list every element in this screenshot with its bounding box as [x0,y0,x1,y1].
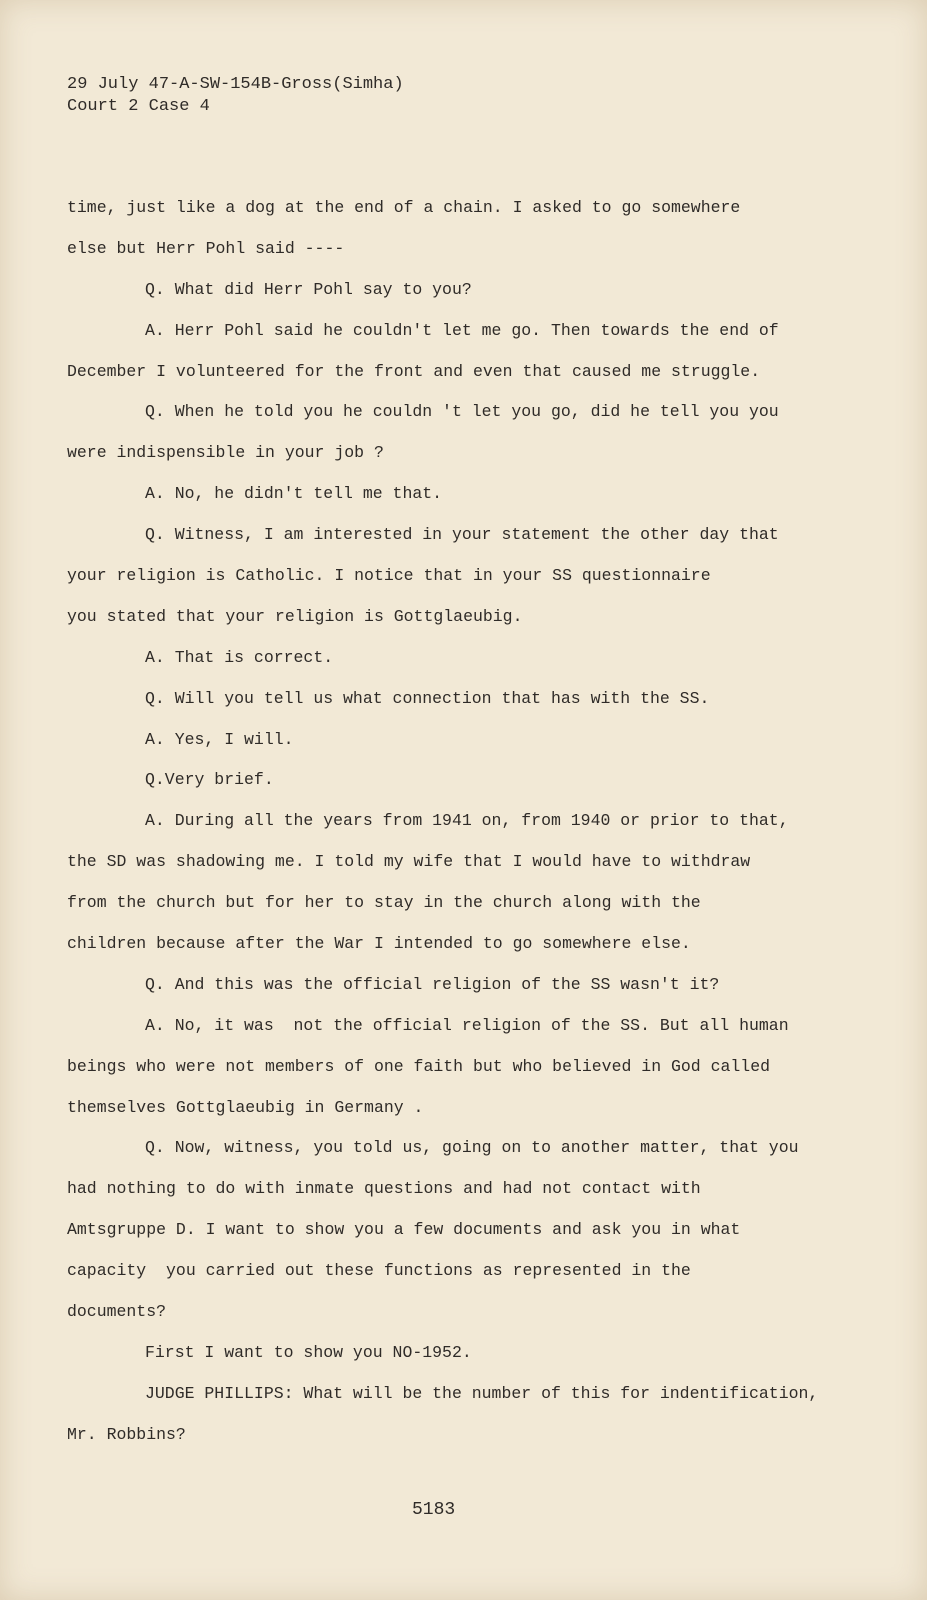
transcript-line: themselves Gottglaeubig in Germany . [67,1097,424,1117]
transcript-line: the SD was shadowing me. I told my wife that I would have to withdraw [67,852,751,872]
transcript-line: you stated that your religion is Gottglaeubig. [67,606,523,626]
transcript-line: Q. When he told you he couldn 't let you go, did he tell you you [145,402,779,422]
transcript-line: Q.Very brief. [145,770,274,790]
transcript-line: capacity you carried out these functions as represented in the [67,1261,691,1281]
transcript-line: A. No, he didn't tell me that. [145,484,443,504]
transcript-line: First I want to show you NO-1952. [145,1342,472,1362]
transcript-line: time, just like a dog at the end of a chain. I asked to go somewhere [67,198,741,217]
transcript-line: A. During all the years from 1941 on, from 1940 or prior to that, [145,811,789,831]
header-court-line: Court 2 Case 4 [67,97,210,116]
transcript-line: documents? [67,1302,167,1322]
transcript-line: Q. Witness, I am interested in your statement the other day that [145,525,779,545]
page-number: 5183 [412,1500,456,1520]
document-header [67,74,404,118]
transcript-line: Amtsgruppe D. I want to show you a few documents and ask you in what [67,1220,741,1240]
transcript-line: your religion is Catholic. I notice that in your SS questionnaire [67,566,711,586]
transcript-line: December I volunteered for the front and even that caused me struggle. [67,361,761,381]
transcript-line: from the church but for her to stay in the church along with the [67,893,701,913]
transcript-line: Q. And this was the official religion of the SS wasn't it? [145,974,720,994]
transcript-line: JUDGE PHILLIPS: What will be the number of this for indentification, [145,1383,819,1403]
transcript-line: Q. Will you tell us what connection that has with the SS. [145,688,710,708]
header-date-line: 29 July 47-A-SW-154B-Gross(Simha) [67,75,404,94]
transcript-line: Q. Now, witness, you told us, going on to another matter, that you [145,1138,799,1158]
transcript-line: beings who were not members of one faith but who believed in God called [67,1056,771,1076]
transcript-line: were indispensible in your job ? [67,443,384,463]
transcript-body [67,196,819,1464]
transcript-line: A. Herr Pohl said he couldn't let me go. Then towards the end of [145,320,779,340]
transcript-line: children because after the War I intended to go somewhere else. [67,934,691,954]
transcript-line: Q. What did Herr Pohl say to you? [145,279,472,299]
transcript-line: else but Herr Pohl said ---- [67,238,345,258]
transcript-line: A. Yes, I will. [145,729,294,749]
transcript-line: Mr. Robbins? [67,1424,186,1444]
transcript-line: A. No, it was not the official religion of the SS. But all human [145,1015,789,1035]
transcript-line: had nothing to do with inmate questions and had not contact with [67,1179,701,1199]
transcript-line: A. That is correct. [145,647,334,667]
